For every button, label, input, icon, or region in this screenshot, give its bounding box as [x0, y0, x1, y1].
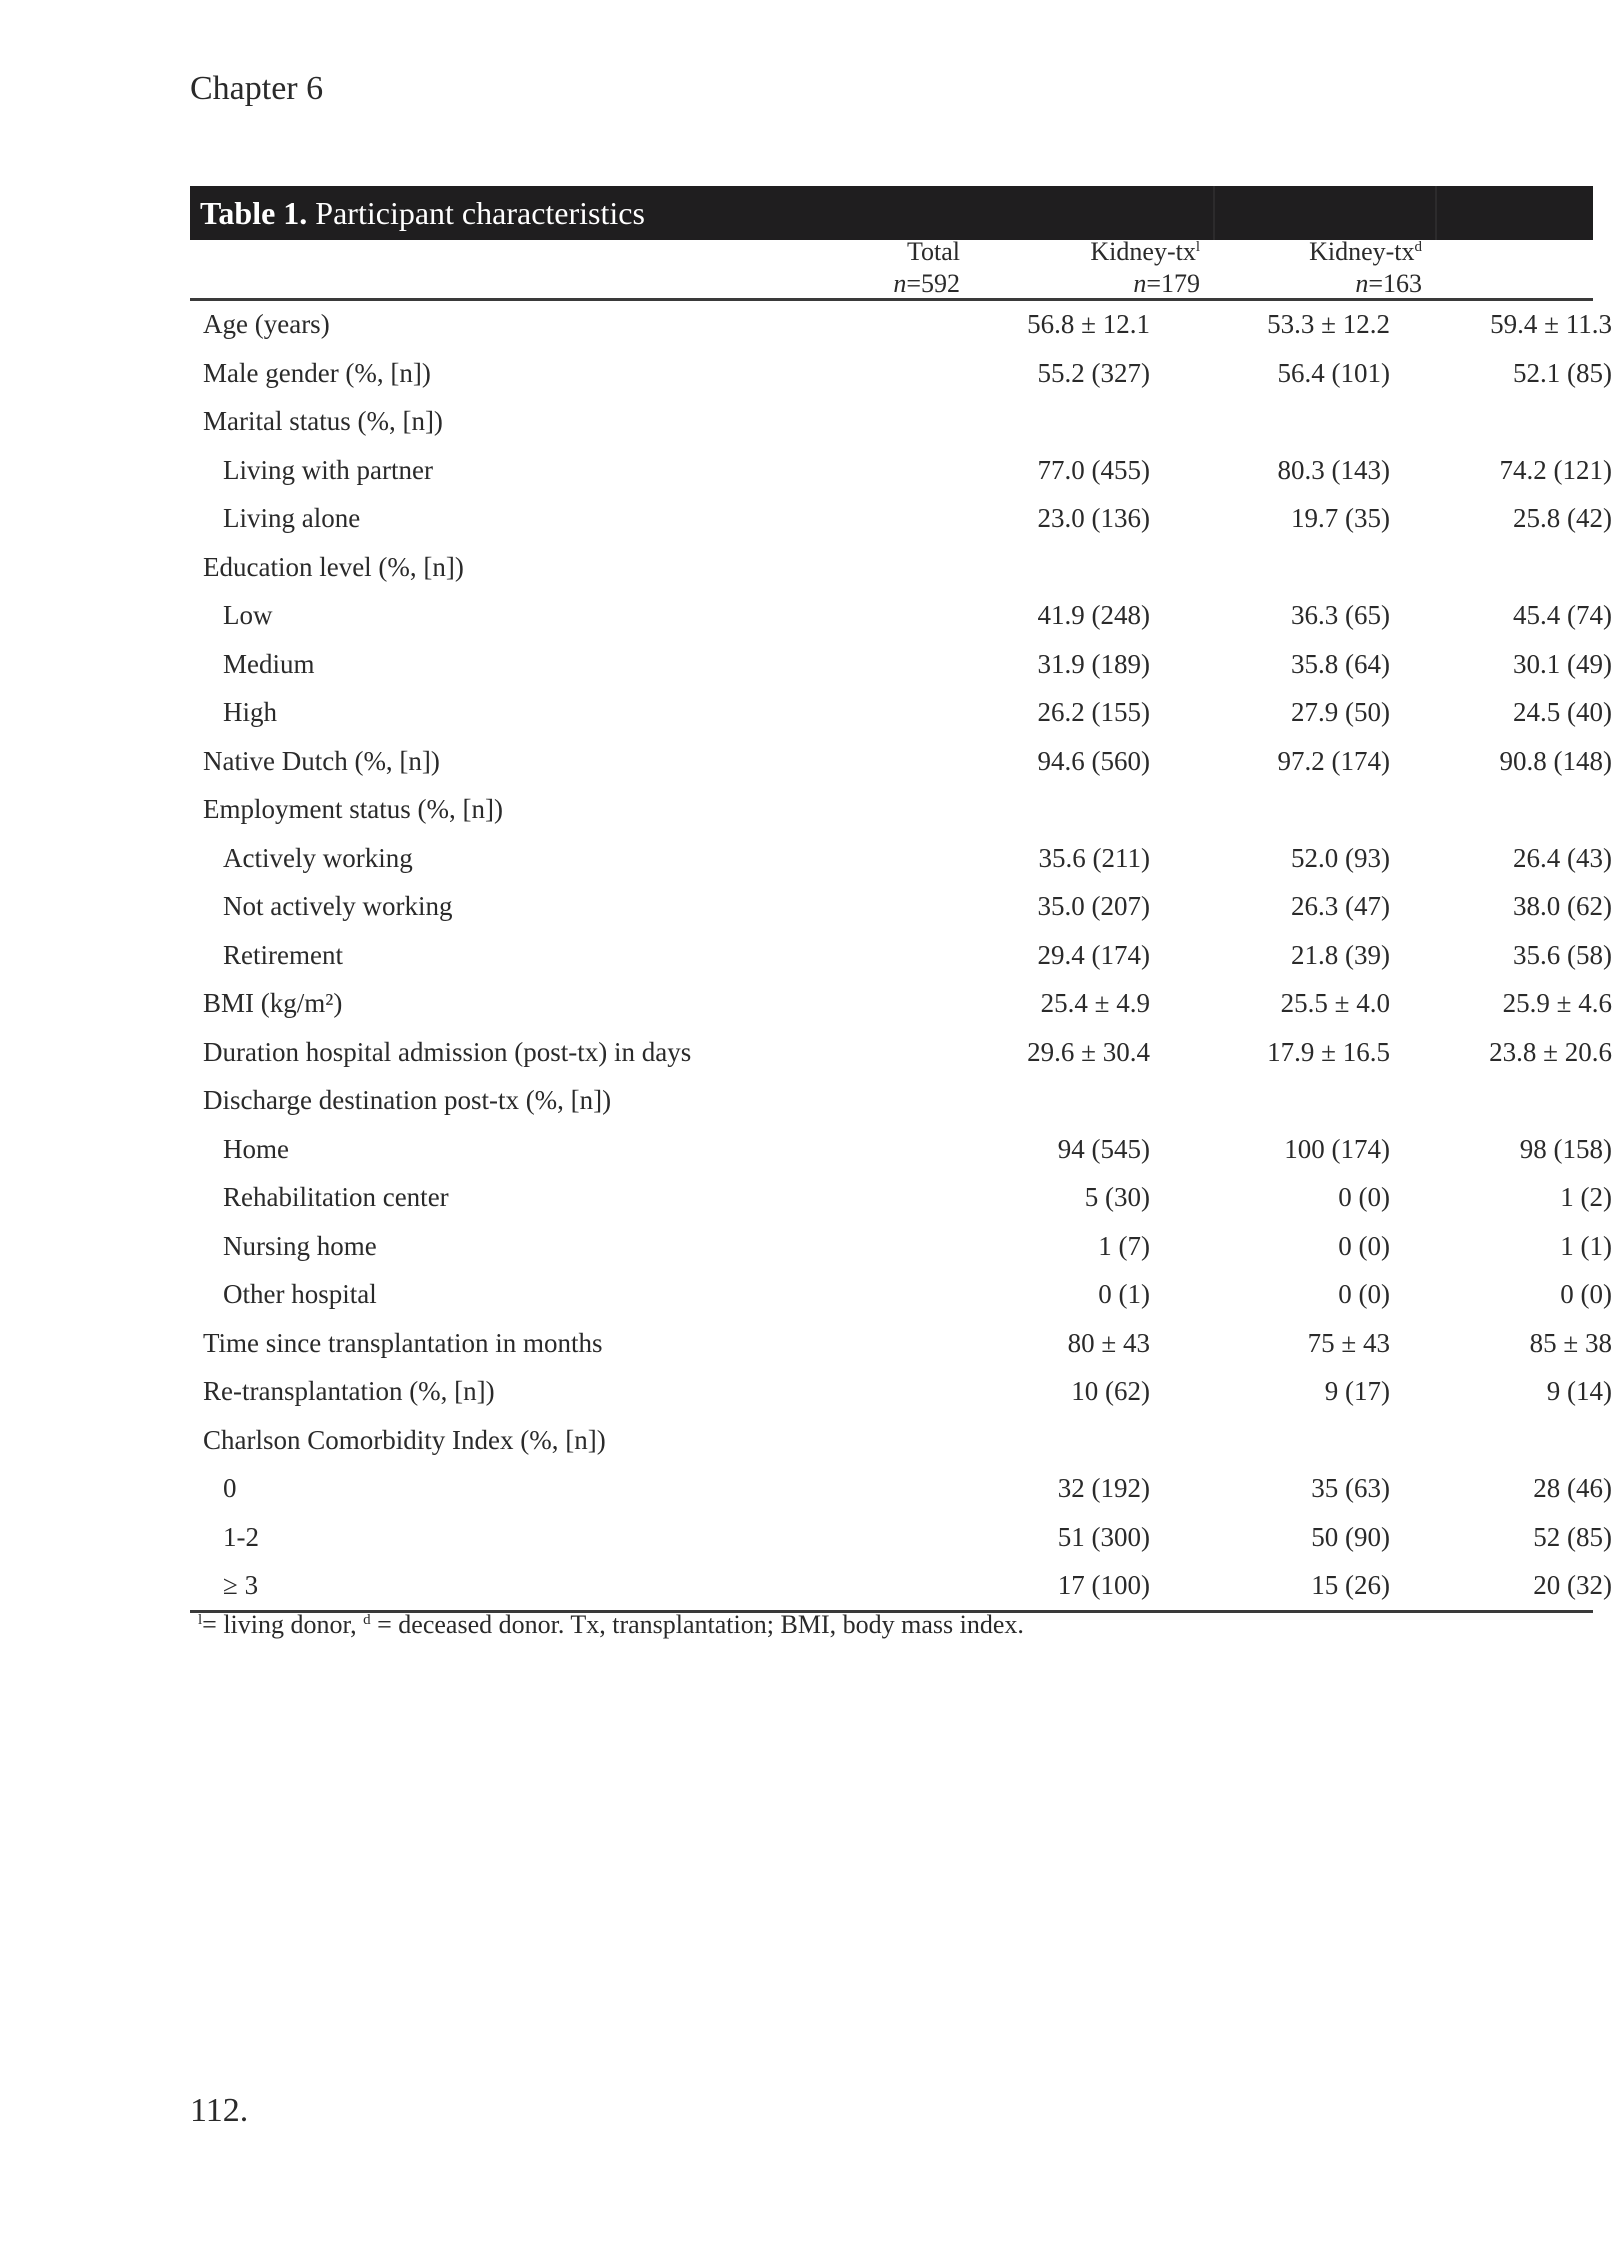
cell-kidney-tx-deceased: 1 (1): [1560, 1230, 1612, 1261]
row-label: Living with partner: [223, 454, 433, 485]
table-title-bar: [190, 186, 1593, 240]
row-label: Living alone: [223, 503, 361, 533]
table-subrow: [190, 882, 1612, 931]
row-label: Male gender (%, [n]): [203, 357, 431, 388]
cell-kidney-tx-living: 15 (26): [1311, 1570, 1390, 1600]
row-label: Other hospital: [223, 1279, 377, 1309]
cell-kidney-tx-living: 97.2 (174): [1277, 745, 1390, 776]
cell-kidney-tx-deceased: 30.1 (49): [1513, 648, 1612, 679]
cell-kidney-tx-deceased: 85 ± 38: [1529, 1327, 1612, 1358]
row-label: Employment status (%, [n]): [203, 794, 503, 824]
table-subrow: [190, 688, 1612, 737]
cell-total: 26.2 (155): [1037, 697, 1150, 727]
cell-total: 25.4 ± 4.9: [1040, 988, 1150, 1018]
table-subrow: [190, 1222, 1612, 1271]
table-subrow: [190, 591, 1612, 640]
cell-kidney-tx-living: 0 (0): [1338, 1279, 1390, 1309]
row-label: ≥ 3: [223, 1570, 259, 1600]
cell-kidney-tx-deceased: 25.9 ± 4.6: [1502, 988, 1612, 1018]
cell-kidney-tx-living: 0 (0): [1338, 1230, 1390, 1261]
column-header-label: Total: [906, 237, 960, 266]
cell-kidney-tx-deceased: 59.4 ± 11.3: [1490, 309, 1612, 339]
cell-kidney-tx-living: 35 (63): [1311, 1473, 1390, 1503]
table-subrow: [190, 446, 1612, 495]
cell-total: 55.2 (327): [1037, 357, 1150, 388]
cell-total: 56.8 ± 12.1: [1027, 309, 1150, 339]
cell-kidney-tx-deceased: 20 (32): [1533, 1570, 1612, 1600]
cell-total: 17 (100): [1057, 1570, 1150, 1600]
cell-total: 35.6 (211): [1038, 842, 1150, 873]
cell-total: 29.6 ± 30.4: [1027, 1036, 1150, 1067]
cell-total: 23.0 (136): [1037, 503, 1150, 533]
cell-total: 41.9 (248): [1037, 600, 1150, 630]
cell-kidney-tx-living: 21.8 (39): [1291, 939, 1390, 970]
row-label: Charlson Comorbidity Index (%, [n]): [203, 1424, 606, 1455]
column-header-n: n=592: [893, 269, 960, 298]
cell-kidney-tx-living: 9 (17): [1324, 1376, 1390, 1406]
table-subrow: [190, 1561, 1612, 1610]
cell-kidney-tx-living: 25.5 ± 4.0: [1280, 988, 1390, 1018]
row-label: Native Dutch (%, [n]): [203, 745, 440, 776]
column-header-label: Kidney-$tx^l$: [1090, 237, 1200, 266]
table-subrow: [190, 1464, 1612, 1513]
page-number: 112.: [190, 2092, 249, 2129]
table-row: [190, 1319, 1612, 1368]
cell-kidney-tx-deceased: 52.1 (85): [1513, 357, 1612, 388]
cell-total: 29.4 (174): [1037, 939, 1150, 970]
title-bar-divider: [1435, 186, 1437, 240]
column-header-total: [720, 236, 960, 300]
row-label: Re-transplantation (%, [n]): [203, 1376, 495, 1406]
row-label: Actively working: [223, 842, 413, 873]
table-row: [190, 1416, 1593, 1465]
table-row: [190, 737, 1612, 786]
cell-total: 80 ± 43: [1067, 1327, 1150, 1358]
cell-kidney-tx-living: 75 ± 43: [1307, 1327, 1390, 1358]
cell-total: 1 (7): [1098, 1230, 1150, 1261]
cell-total: 94 (545): [1057, 1133, 1150, 1164]
table-subrow: [190, 494, 1612, 543]
cell-kidney-tx-deceased: 98 (158): [1519, 1133, 1612, 1164]
cell-kidney-tx-deceased: 24.5 (40): [1513, 697, 1612, 727]
table-subrow: [190, 834, 1612, 883]
cell-kidney-tx-living: 53.3 ± 12.2: [1267, 309, 1390, 339]
table-row: [190, 1028, 1612, 1077]
table-subrow: [190, 1125, 1612, 1174]
row-label: Marital status (%, [n]): [203, 406, 443, 436]
chapter-header: Chapter 6: [190, 70, 324, 107]
cell-kidney-tx-living: 36.3 (65): [1291, 600, 1390, 630]
cell-kidney-tx-living: 56.4 (101): [1277, 357, 1390, 388]
table-row: [190, 543, 1593, 592]
cell-kidney-tx-living: 35.8 (64): [1291, 648, 1390, 679]
row-label: Retirement: [223, 939, 343, 970]
cell-kidney-tx-deceased: 0 (0): [1560, 1279, 1612, 1309]
cell-kidney-tx-living: 17.9 ± 16.5: [1267, 1036, 1390, 1067]
cell-kidney-tx-deceased: 23.8 ± 20.6: [1489, 1036, 1612, 1067]
row-label: Nursing home: [223, 1230, 377, 1261]
row-label: Low: [223, 600, 273, 630]
table-row: [190, 1367, 1612, 1416]
cell-total: 35.0 (207): [1037, 891, 1150, 921]
row-label: Duration hospital admission (post-tx) in days: [203, 1036, 692, 1067]
cell-kidney-tx-deceased: 52 (85): [1533, 1521, 1612, 1552]
table-row: [190, 979, 1612, 1028]
table-title-number: Table 1.: [200, 195, 308, 231]
table-title-text: Participant characteristics: [315, 195, 645, 231]
column-header-n: n=163: [1355, 269, 1422, 298]
cell-kidney-tx-deceased: 35.6 (58): [1513, 939, 1612, 970]
cell-total: 77.0 (455): [1037, 454, 1150, 485]
cell-kidney-tx-living: 26.3 (47): [1291, 891, 1390, 921]
table-subrow: [190, 1173, 1612, 1222]
column-header-label: Kidney-$tx^d$: [1309, 237, 1422, 266]
table-subrow: [190, 1513, 1612, 1562]
row-label: 0: [223, 1473, 237, 1503]
cell-kidney-tx-deceased: 90.8 (148): [1499, 745, 1612, 776]
cell-total: 94.6 (560): [1037, 745, 1150, 776]
table-row: [190, 785, 1593, 834]
cell-kidney-tx-deceased: 74.2 (121): [1499, 454, 1612, 485]
cell-kidney-tx-living: 27.9 (50): [1291, 697, 1390, 727]
cell-kidney-tx-living: 50 (90): [1311, 1521, 1390, 1552]
cell-kidney-tx-deceased: 25.8 (42): [1513, 503, 1612, 533]
row-label: Rehabilitation center: [223, 1182, 449, 1212]
cell-kidney-tx-deceased: 9 (14): [1546, 1376, 1612, 1406]
table-footnote: $^l$= living donor, $^d$ = deceased donor. Tx, transplantation; BMI, body mass index.: [198, 1610, 1024, 1639]
row-label: Age (years): [203, 309, 330, 339]
column-header-kidney-tx-living: [960, 236, 1200, 300]
row-label: 1-2: [223, 1521, 259, 1552]
row-label: Not actively working: [223, 891, 453, 921]
cell-total: 32 (192): [1057, 1473, 1150, 1503]
cell-kidney-tx-deceased: 45.4 (74): [1513, 600, 1612, 630]
cell-kidney-tx-deceased: 1 (2): [1560, 1182, 1612, 1212]
cell-kidney-tx-deceased: 38.0 (62): [1513, 891, 1612, 921]
cell-kidney-tx-living: 100 (174): [1284, 1133, 1390, 1164]
cell-total: 0 (1): [1098, 1279, 1150, 1309]
title-bar-divider: [1213, 186, 1215, 240]
cell-kidney-tx-deceased: 28 (46): [1533, 1473, 1612, 1503]
cell-total: 5 (30): [1084, 1182, 1150, 1212]
column-header-kidney-tx-deceased: [1182, 236, 1422, 300]
row-label: Education level (%, [n]): [203, 551, 464, 582]
row-label: Medium: [223, 648, 315, 679]
table-row: [190, 300, 1612, 349]
row-label: BMI (kg/m²): [203, 988, 343, 1018]
cell-total: 31.9 (189): [1037, 648, 1150, 679]
table-row: [190, 349, 1612, 398]
column-header-n: n=179: [1133, 269, 1200, 298]
row-label: High: [223, 697, 277, 727]
cell-kidney-tx-living: 80.3 (143): [1277, 454, 1390, 485]
cell-total: 10 (62): [1071, 1376, 1150, 1406]
table-subrow: [190, 931, 1612, 980]
cell-kidney-tx-deceased: 26.4 (43): [1513, 842, 1612, 873]
row-label: Home: [223, 1133, 289, 1164]
table-subrow: [190, 1270, 1612, 1319]
cell-kidney-tx-living: 19.7 (35): [1291, 503, 1390, 533]
row-label: Time since transplantation in months: [203, 1327, 603, 1358]
cell-total: 51 (300): [1057, 1521, 1150, 1552]
cell-kidney-tx-living: 52.0 (93): [1291, 842, 1390, 873]
table-subrow: [190, 640, 1612, 689]
row-label: Discharge destination post-tx (%, [n]): [203, 1085, 612, 1115]
cell-kidney-tx-living: 0 (0): [1338, 1182, 1390, 1212]
table-row: [190, 397, 1593, 446]
table-row: [190, 1076, 1593, 1125]
